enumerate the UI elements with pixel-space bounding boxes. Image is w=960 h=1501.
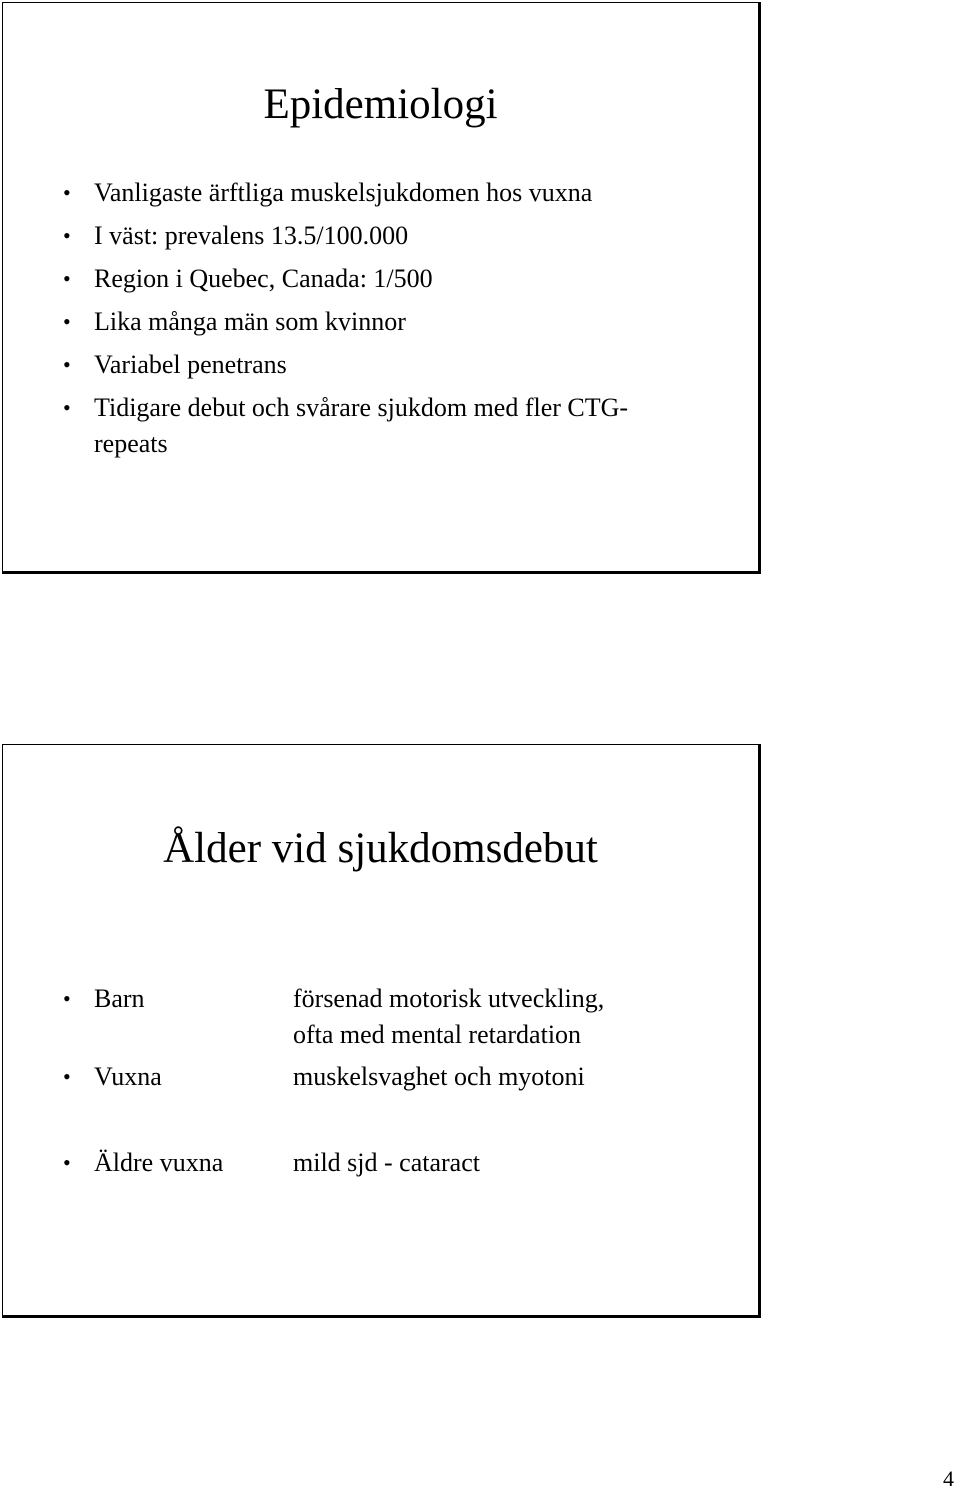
- list-item: [3, 218, 743, 254]
- list-item: [3, 261, 743, 297]
- list-item-text: I väst: prevalens 13.5/100.000: [94, 221, 409, 250]
- bullet-icon: •: [63, 986, 71, 1011]
- page-number: 4: [943, 1466, 954, 1491]
- onset-description: mild sjd - cataract: [293, 1148, 480, 1177]
- age-group-label: Äldre vuxna: [94, 1148, 224, 1177]
- list-item-text: Variabel penetrans: [94, 350, 287, 379]
- list-item: [3, 1145, 743, 1181]
- list-item-text: Lika många män som kvinnor: [94, 307, 406, 336]
- list-item-text: Tidigare debut och svårare sjukdom med fler CTG-repeats: [94, 393, 629, 458]
- list-item-text: Vanligaste ärftliga muskelsjukdomen hos vuxna: [94, 178, 593, 207]
- onset-description: försenad motorisk utveckling, ofta med mental retardation: [293, 984, 605, 1049]
- bullet-icon: •: [63, 395, 71, 420]
- slide-epidemiologi: [2, 2, 761, 574]
- bullet-list: [3, 175, 743, 469]
- list-item: [3, 175, 743, 211]
- bullet-icon: •: [63, 352, 71, 377]
- bullet-icon: •: [63, 1064, 71, 1089]
- slide-alder-vid-sjukdomsdebut: [2, 744, 761, 1318]
- onset-age-list: [3, 981, 743, 1181]
- bullet-icon: •: [63, 266, 71, 291]
- age-group-label: Vuxna: [94, 1062, 162, 1091]
- bullet-icon: •: [63, 309, 71, 334]
- list-item: [3, 981, 743, 1053]
- age-group-label: Barn: [94, 984, 145, 1013]
- list-item: [3, 347, 743, 383]
- slide-title: Ålder vid sjukdomsdebut: [163, 825, 598, 872]
- bullet-icon: •: [63, 223, 71, 248]
- bullet-icon: •: [63, 180, 71, 205]
- slide-title: Epidemiologi: [263, 81, 498, 128]
- list-item: [3, 390, 654, 462]
- onset-description: muskelsvaghet och myotoni: [293, 1062, 585, 1091]
- bullet-icon: •: [63, 1150, 71, 1175]
- list-item: [3, 304, 743, 340]
- list-item: [3, 1059, 743, 1095]
- list-item-text: Region i Quebec, Canada: 1/500: [94, 264, 433, 293]
